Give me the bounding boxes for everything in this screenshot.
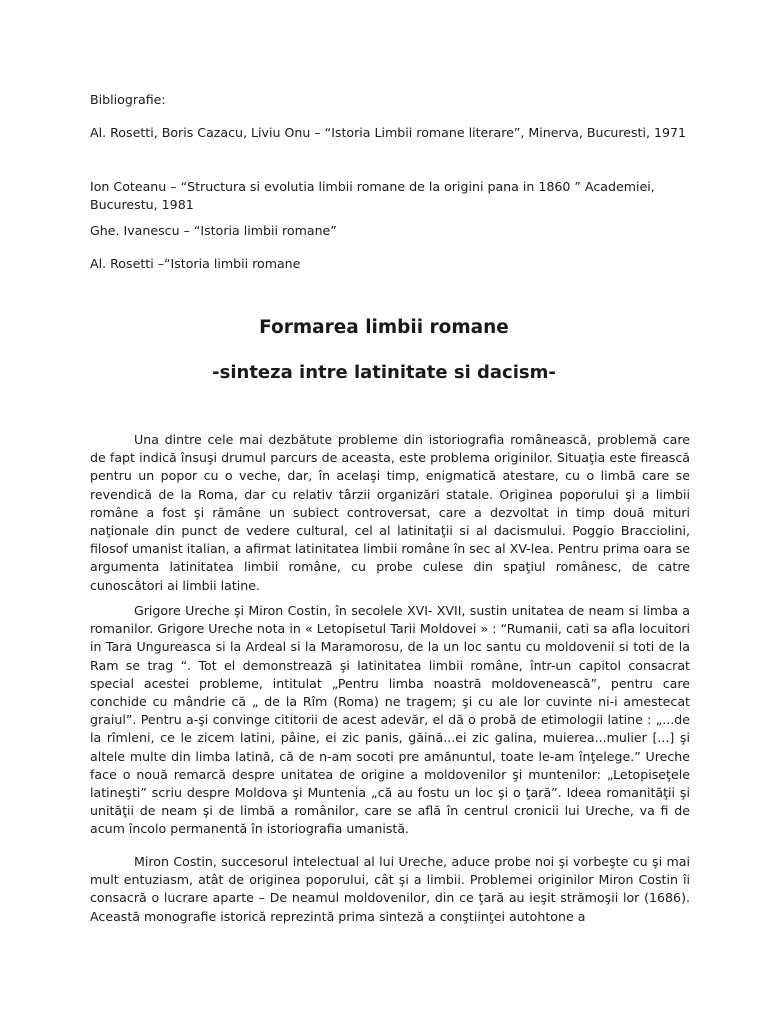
- article-subtitle: -sinteza intre latinitate si dacism-: [212, 362, 556, 383]
- bibliography-entry: Ion Coteanu – “Structura si evolutia limbii romane de la origini pana in 1860 ” Academiei, Bucurestu, 1981: [90, 179, 655, 213]
- body-paragraph: Miron Costin, succesorul intelectual al lui Ureche, aduce probe noi şi vorbeşte cu şi mai mult entuziasm, atât de originea poporului, cât şi a limbii. Problemei originilor Miron Costin îi consacră o lucrare aparte – De neamul moldovenilor, din ce ţară au ieşit strămoşii lor (1686). Această monografie istorică reprezintă prima sinteză a conştiinţei autohtone a: [90, 854, 690, 924]
- bibliography-entry: Al. Rosetti –“Istoria limbii romane: [90, 256, 301, 271]
- body-paragraph: Una dintre cele mai dezbătute probleme din istoriografia românească, problemă care de fapt indică însuşi drumul parcurs de aceasta, este problema originilor. Situaţia este firească pentru un popor cu o veche, dar, în acelaşi timp, enigmatică atestare, cu o limbă care se revendică de la Roma, dar cu relativ târzii organizări statale. Originea poporului şi a limbii române a fost şi rămâne un subiect controversat, care a dezvoltat in timp două mituri naţionale din punct de vedere cultural, cel al latinitaţii si al dacismului. Poggio Bracciolini, filosof umanist italian, a afirmat latinitatea limbii române în sec al XV-lea. Pentru prima oara se argumenta latinitatea limbii române, cu probe culese din spaţiul românesc, de catre cunoscători ai limbii latine.: [90, 432, 690, 593]
- bibliography-heading: Bibliografie:: [90, 92, 166, 107]
- article-title: Formarea limbii romane: [259, 317, 509, 338]
- bibliography-entry: Al. Rosetti, Boris Cazacu, Liviu Onu – “Istoria Limbii romane literare”, Minerva, Bucuresti, 1971: [90, 125, 687, 140]
- body-paragraph: Grigore Ureche şi Miron Costin, în secolele XVI- XVII, sustin unitatea de neam si limba a romanilor. Grigore Ureche nota in « Letopisetul Tarii Moldovei » : “Rumanii, cati sa afla locuitori in Tara Ungureasca si la Ardeal si la Maramorosu, de la un loc santu cu moldovenii si toti de la Ram se trag “. Tot el demonstrează şi latinitatea limbii române, într-un capitol consacrat special acestei probleme, intitulat „Pentru limba noastră moldovenească”, pentru care conchide cu mândrie că „ de la Rîm (Roma) ne tragem; şi cu ale lor cuvinte ni-i amestecat graiul”. Pentru a-şi convinge cititorii de acest adevăr, el dă o probă de etimologii latine : „...de la rîmleni, ce le zicem latini, pâine, ei zic panis, găină...ei zic galina, muierea...mulier [...] şi altele multe din limba latină, că de n-am socoti pre amănuntul, toate le-am înţelege.” Ureche face o nouă remarcă despre unitatea de origine a moldovenilor şi muntenilor: „Letopiseţele latineşti” scriu despre Moldova şi Muntenia „că au fostu un loc şi o ţară”. Ideea romanităţii şi unităţii de neam şi de limbă a românilor, care se află în centrul cronicii lui Ureche, va fi de acum încolo permanentă în istoriografia umanistă.: [90, 603, 690, 837]
- bibliography-entry: Ghe. Ivanescu – “Istoria limbii romane”: [90, 223, 337, 238]
